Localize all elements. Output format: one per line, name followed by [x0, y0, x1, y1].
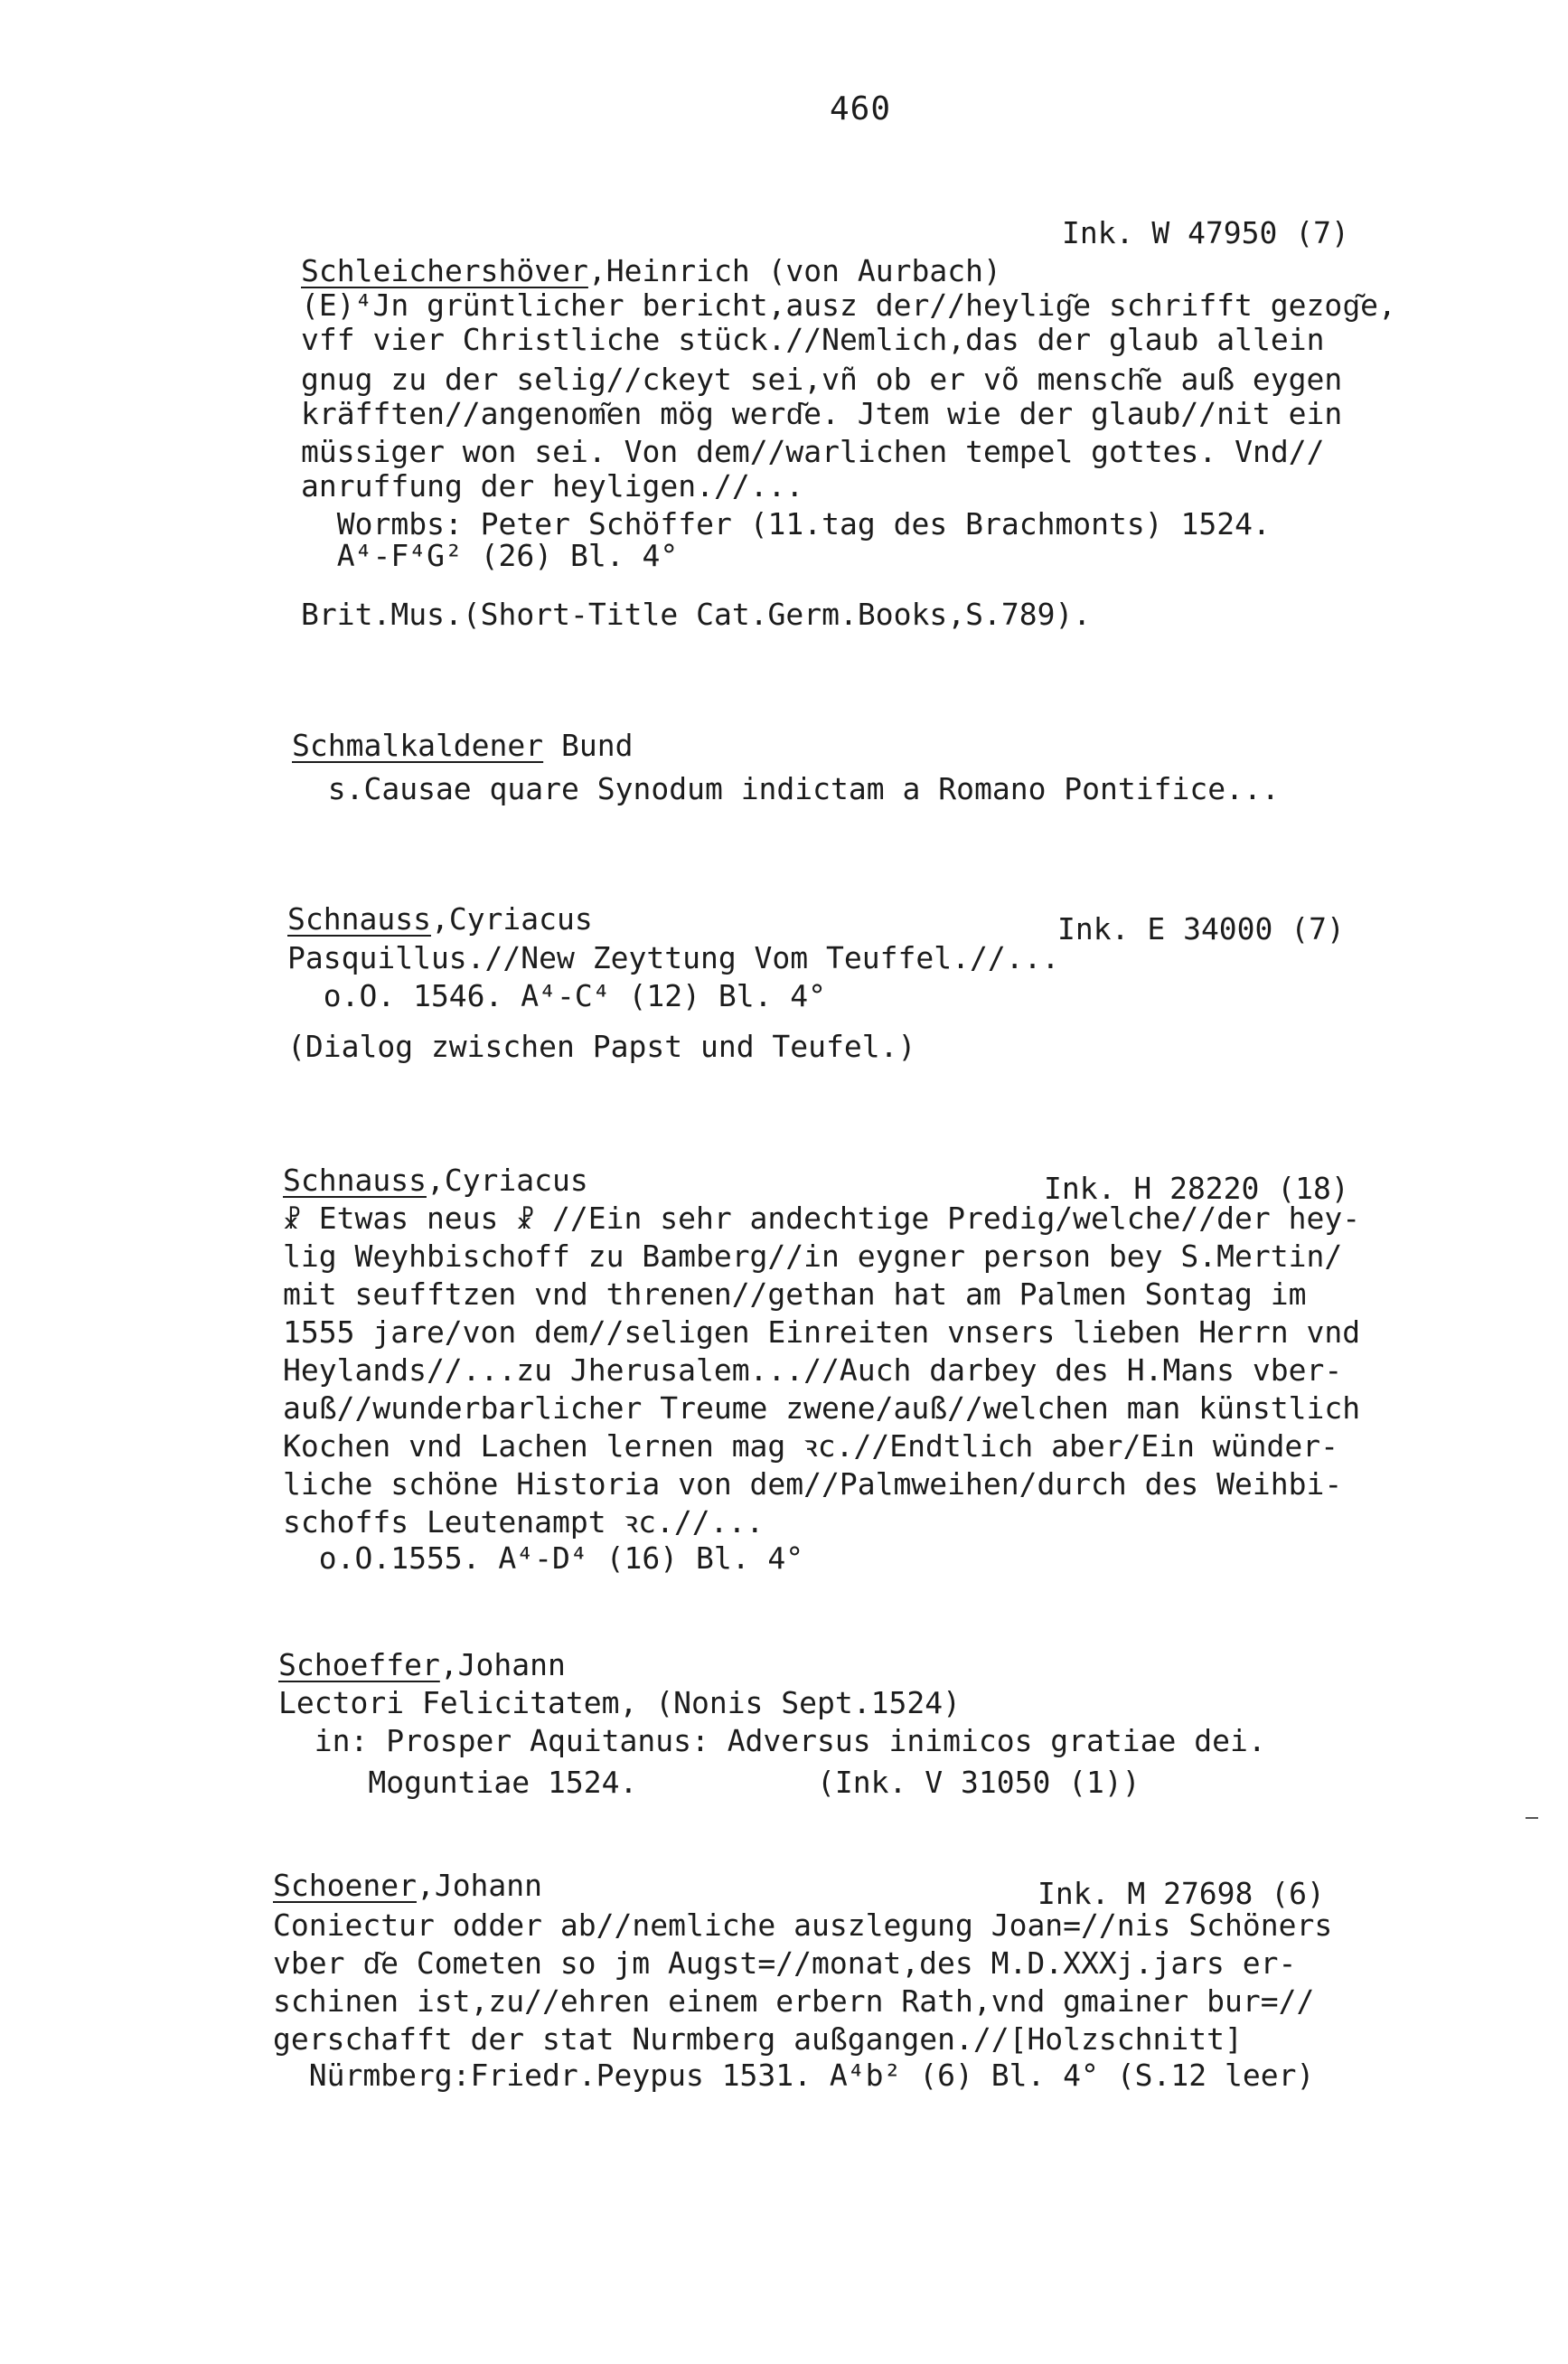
- entry-line: vber d͂e Cometen so jm Augst=//monat,des M.D.XXXj.jars er-: [273, 1945, 1297, 1981]
- entry-line: gnug zu der selig//ckeyt sei,vñ ob er võ mensch͂e auß eygen: [301, 362, 1343, 397]
- page-number: 460: [830, 90, 892, 127]
- entry-line: 1555 jare/von dem//seligen Einreiten vnsers lieben Herrn vnd: [283, 1314, 1361, 1350]
- entry-line: Kochen vnd Lachen lernen mag ꝛc.//Endtlich aber/Ein wünder-: [283, 1428, 1338, 1464]
- author-name: Schoeffer: [278, 1647, 440, 1682]
- entry-line: A⁴-F⁴G² (26) Bl. 4°: [301, 538, 679, 573]
- entry-line: Coniectur odder ab//nemliche auszlegung Joan=//nis Schöners: [273, 1907, 1333, 1943]
- author-rest: ,Cyriacus: [426, 1163, 588, 1198]
- entry-line: (Dialog zwischen Papst und Teufel.): [287, 1029, 916, 1064]
- entry-line: o.O. 1546. A⁴-C⁴ (12) Bl. 4°: [287, 978, 827, 1013]
- entry-line: mit seufftzen vnd threnen//gethan hat am Palmen Sontag im: [283, 1276, 1307, 1312]
- author-rest: ,Johann: [439, 1647, 566, 1682]
- author-rest: ,Heinrich (von Aurbach): [587, 253, 1001, 288]
- entry-line: vff vier Christliche stück.//Nemlich,das der glaub allein: [301, 322, 1325, 357]
- entry-line: Nürmberg:Friedr.Peypus 1531. A⁴b² (6) Bl. 4° (S.12 leer): [273, 2058, 1315, 2093]
- entry-line: Heylands//...zu Jherusalem...//Auch darbey des H.Mans vber-: [283, 1352, 1343, 1388]
- entry-heading: [301, 253, 1001, 289]
- entry-line: s.Causae quare Synodum indictam a Romano Pontifice...: [292, 771, 1280, 806]
- author-rest: ,Johann: [416, 1868, 543, 1903]
- author-rest: Bund: [543, 728, 634, 763]
- shelfmark: Ink. W 47950 (7): [1062, 215, 1349, 250]
- entry-line: in: Prosper Aquitanus: Adversus inimicos gratiae dei.: [278, 1723, 1266, 1758]
- shelfmark: Ink. M 27698 (6): [1038, 1876, 1325, 1911]
- entry-line: gerschafft der stat Nurmberg außgangen.//[Holzschnitt]: [273, 2021, 1243, 2057]
- entry-line: liche schöne Historia von dem//Palmweihen/durch des Weihbi-: [283, 1466, 1343, 1502]
- entry-line: schoffs Leutenampt ꝛc.//...: [283, 1504, 765, 1540]
- entry-line: müssiger won sei. Von dem//warlichen tempel gottes. Vnd//: [301, 434, 1325, 469]
- author-name: Schleichershöver: [301, 253, 588, 288]
- entry-line: lig Weyhbischoff zu Bamberg//in eygner person bey S.Mertin/: [283, 1239, 1343, 1274]
- entry-line: (E)⁴Jn grüntlicher bericht,ausz der//heylig͂e schrifft gezog͂e,: [301, 287, 1396, 323]
- entry-line: Moguntiae 1524. (Ink. V 31050 (1)): [278, 1765, 1141, 1800]
- shelfmark: Ink. E 34000 (7): [1057, 911, 1345, 947]
- entry-line: kräfften//angenom͂en mög werd͂e. Jtem wie der glaub//nit ein: [301, 396, 1343, 431]
- author-name: Schoener: [273, 1868, 417, 1903]
- entry-heading: [278, 1647, 566, 1683]
- shelfmark: Ink. H 28220 (18): [1044, 1171, 1349, 1206]
- entry-line: Brit.Mus.(Short-Title Cat.Germ.Books,S.789).: [301, 597, 1092, 632]
- author-rest: ,Cyriacus: [430, 901, 593, 937]
- entry-heading: [287, 901, 593, 937]
- entry-line: ☧ Etwas neus ☧ //Ein sehr andechtige Predig/welche//der hey-: [283, 1201, 1361, 1236]
- entry-line: Lectori Felicitatem, (Nonis Sept.1524): [278, 1685, 961, 1720]
- scan-mark: [1526, 1817, 1538, 1819]
- entry-line: Wormbs: Peter Schöffer (11.tag des Brachmonts) 1524.: [301, 506, 1271, 542]
- entry-heading: [283, 1163, 588, 1199]
- entry-heading: [292, 728, 634, 764]
- author-name: Schnauss: [283, 1163, 427, 1198]
- author-name: Schmalkaldener: [292, 728, 544, 763]
- entry-line: Pasquillus.//New Zeyttung Vom Teuffel.//...: [287, 940, 1060, 975]
- entry-line: anruffung der heyligen.//...: [301, 468, 804, 504]
- entry-heading: [273, 1868, 542, 1904]
- author-name: Schnauss: [287, 901, 431, 937]
- entry-line: auß//wunderbarlicher Treume zwene/auß//welchen man künstlich: [283, 1390, 1361, 1426]
- entry-line: schinen ist,zu//ehren einem erbern Rath,vnd gmainer bur=//: [273, 1983, 1315, 2019]
- entry-line: o.O.1555. A⁴-D⁴ (16) Bl. 4°: [283, 1540, 804, 1576]
